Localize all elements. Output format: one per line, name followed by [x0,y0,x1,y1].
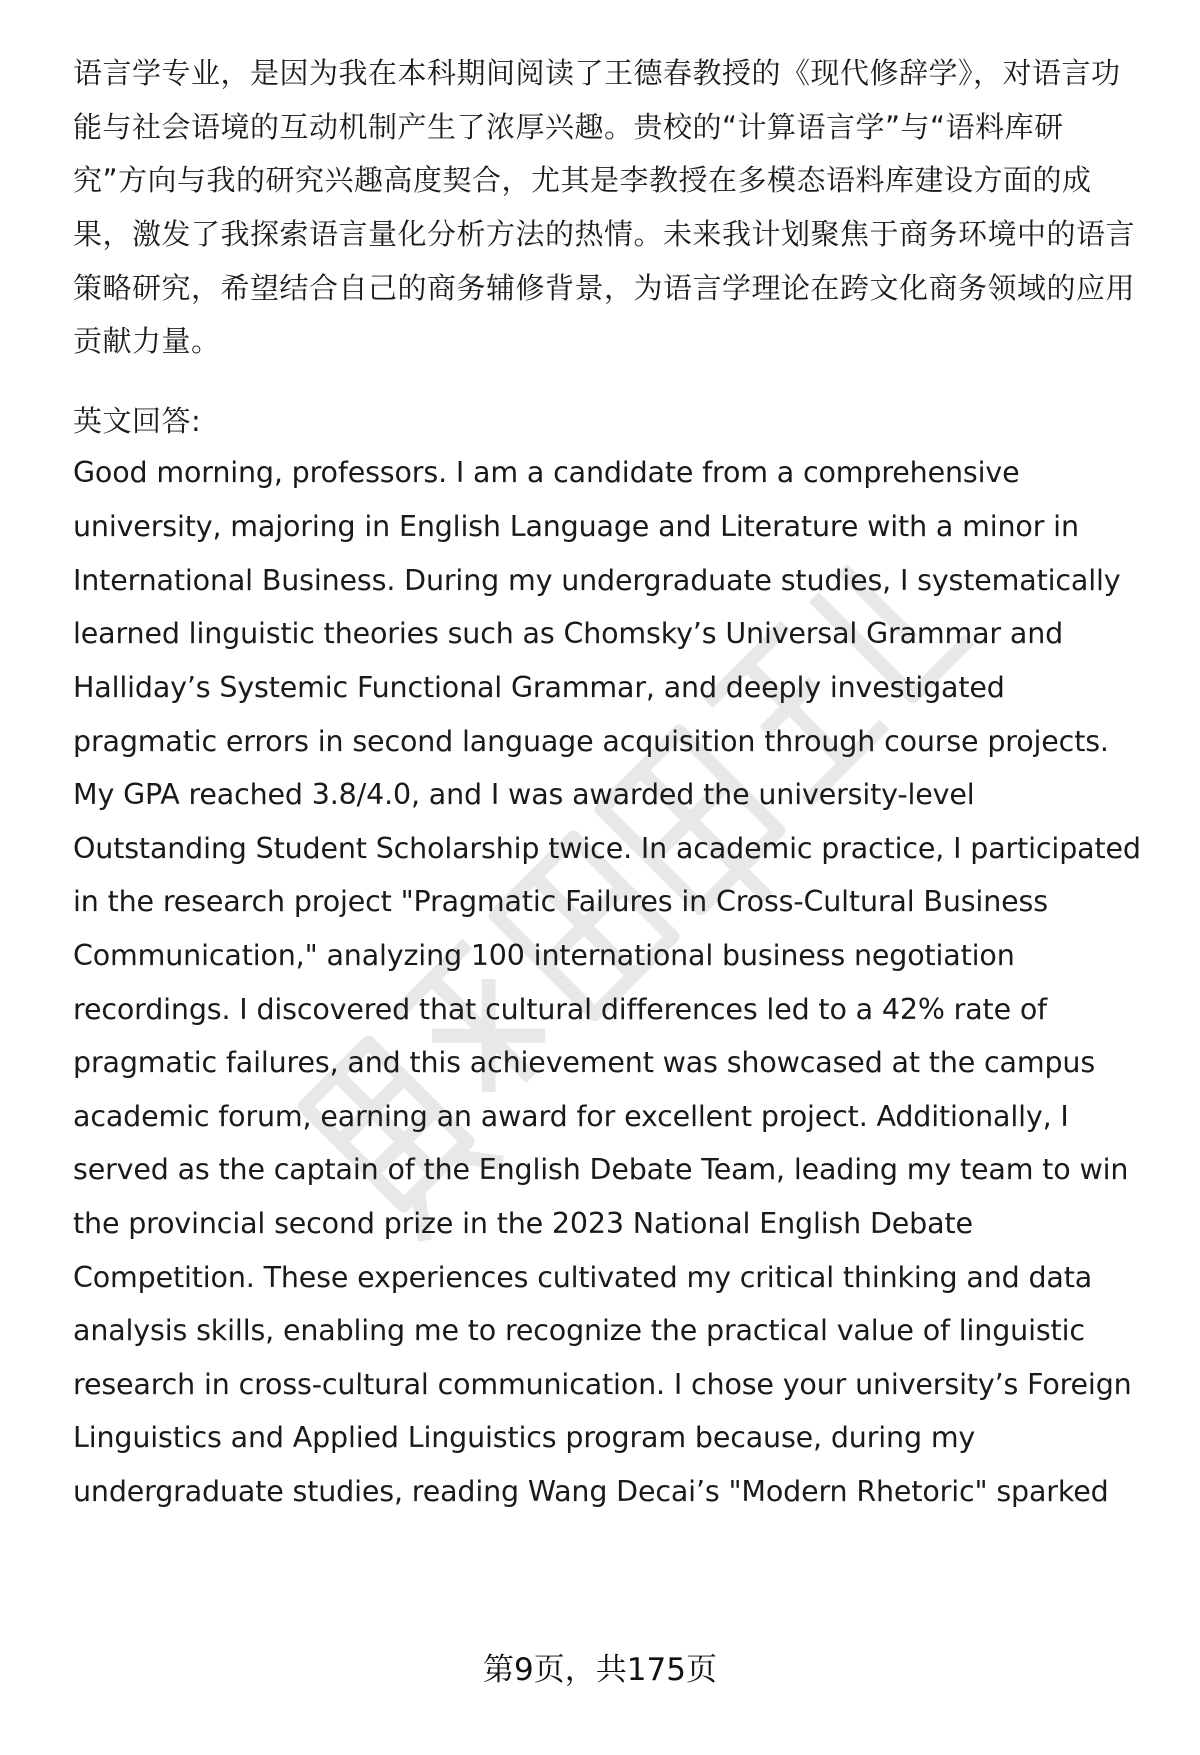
section-heading: 英文回答: [73,404,202,438]
page-number: 第9页，共175页 [483,1652,717,1688]
body-text-line: Halliday’s Systemic Functional Grammar, and deeply investigated [73,671,1005,704]
body-text-line: academic forum, earning an award for excellent project. Additionally, I [73,1100,1069,1133]
body-text-line: pragmatic errors in second language acquisition through course projects. [73,725,1109,758]
body-text-line: 策略研究，希望结合自己的商务辅修背景，为语言学理论在跨文化商务领域的应用 [73,271,1136,305]
body-text-line: undergraduate studies, reading Wang Decai’s "Modern Rhetoric" sparked [73,1475,1109,1508]
body-text-line: 究”方向与我的研究兴趣高度契合，尤其是李教授在多模态语料库建设方面的成 [73,163,1092,197]
body-text-line: 贡献力量。 [73,324,221,358]
body-text-line: International Business. During my undergraduate studies, I systematically [73,564,1121,597]
body-text-line: 能与社会语境的互动机制产生了浓厚兴趣。贵校的“计算语言学”与“语料库研 [73,110,1064,144]
body-text-line: pragmatic failures, and this achievement was showcased at the campus [73,1046,1096,1079]
body-text-line: served as the captain of the English Debate Team, leading my team to win [73,1153,1129,1186]
body-text-line: learned linguistic theories such as Chomsky’s Universal Grammar and [73,617,1064,650]
body-text-line: Communication," analyzing 100 international business negotiation [73,939,1015,972]
body-text-line: the provincial second prize in the 2023 National English Debate [73,1207,973,1240]
body-text-line: 果，激发了我探索语言量化分析方法的热情。未来我计划聚焦于商务环境中的语言 [73,217,1136,251]
body-text-line: university, majoring in English Language and Literature with a minor in [73,510,1079,543]
body-text-line: 语言学专业，是因为我在本科期间阅读了王德春教授的《现代修辞学》，对语言功 [73,56,1121,90]
body-text-line: in the research project "Pragmatic Failures in Cross-Cultural Business [73,885,1048,918]
body-text-line: Linguistics and Applied Linguistics program because, during my [73,1421,976,1454]
body-text-line: analysis skills, enabling me to recognize the practical value of linguistic [73,1314,1085,1347]
body-text-line: recordings. I discovered that cultural differences led to a 42% rate of [73,993,1048,1026]
body-text-line: Competition. These experiences cultivated my critical thinking and data [73,1261,1093,1294]
body-text-line: Good morning, professors. I am a candidate from a comprehensive [73,456,1020,489]
body-text-line: research in cross-cultural communication. I chose your university’s Foreign [73,1368,1132,1401]
body-text-line: My GPA reached 3.8/4.0, and I was awarded the university-level [73,778,975,811]
body-text-line: Outstanding Student Scholarship twice. In academic practice, I participated [73,832,1141,865]
